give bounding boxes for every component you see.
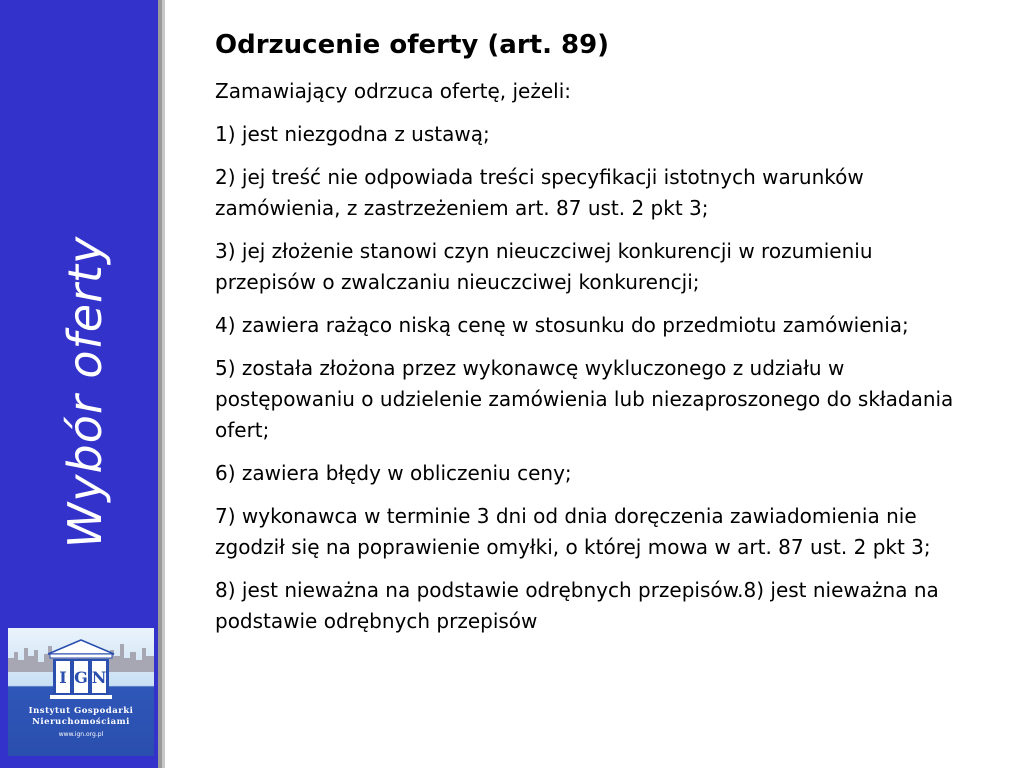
svg-text:N: N [91,668,107,687]
list-item-3: 3) jej złożenie stanowi czyn nieuczciwej konkurencji w rozumieniu przepisów o zwalczaniu nieuczciwej konkurencji; [215,239,873,294]
list-item-7: 7) wykonawca w terminie 3 dni od dnia doręczenia zawiadomienia nie zgodził się na poprawienie omyłki, o której mowa w art. 87 ust. 2 pkt 3; [215,504,931,559]
logo-url: www.ign.org.pl [58,731,104,738]
logo-name-line2: Nieruchomościami [32,717,130,727]
sidebar-divider [162,0,165,768]
list-item-4: 4) zawiera rażąco niską cenę w stosunku do przedmiotu zamówienia; [215,313,909,337]
slide-heading: Odrzucenie oferty (art. 89) [215,30,610,60]
intro-text: Zamawiający odrzuca ofertę, jeżeli: [215,79,571,103]
section-title: Wybór oferty [58,235,112,549]
list-item-8: 8) jest nieważna na podstawie odrębnych przepisów.8) jest nieważna na podstawie odrębnych przepisów [215,578,939,633]
list-item-1: 1) jest niezgodna z ustawą; [215,122,490,146]
list-item-5: 5) została złożona przez wykonawcę wykluczonego z udziału w postępowaniu o udzielenie zamówienia lub niezaproszonego do składania ofert; [215,356,954,442]
slide-content [215,30,975,649]
logo-name-line1: Instytut Gospodarki [28,706,134,716]
svg-text:G: G [74,668,88,687]
list-item-6: 6) zawiera błędy w obliczeniu ceny; [215,461,572,485]
list-item-2: 2) jej treść nie odpowiada treści specyfikacji istotnych warunków zamówienia, z zastrzeżeniem art. 87 ust. 2 pkt 3; [215,165,864,220]
ign-logo [8,628,154,756]
svg-text:I: I [59,668,67,687]
